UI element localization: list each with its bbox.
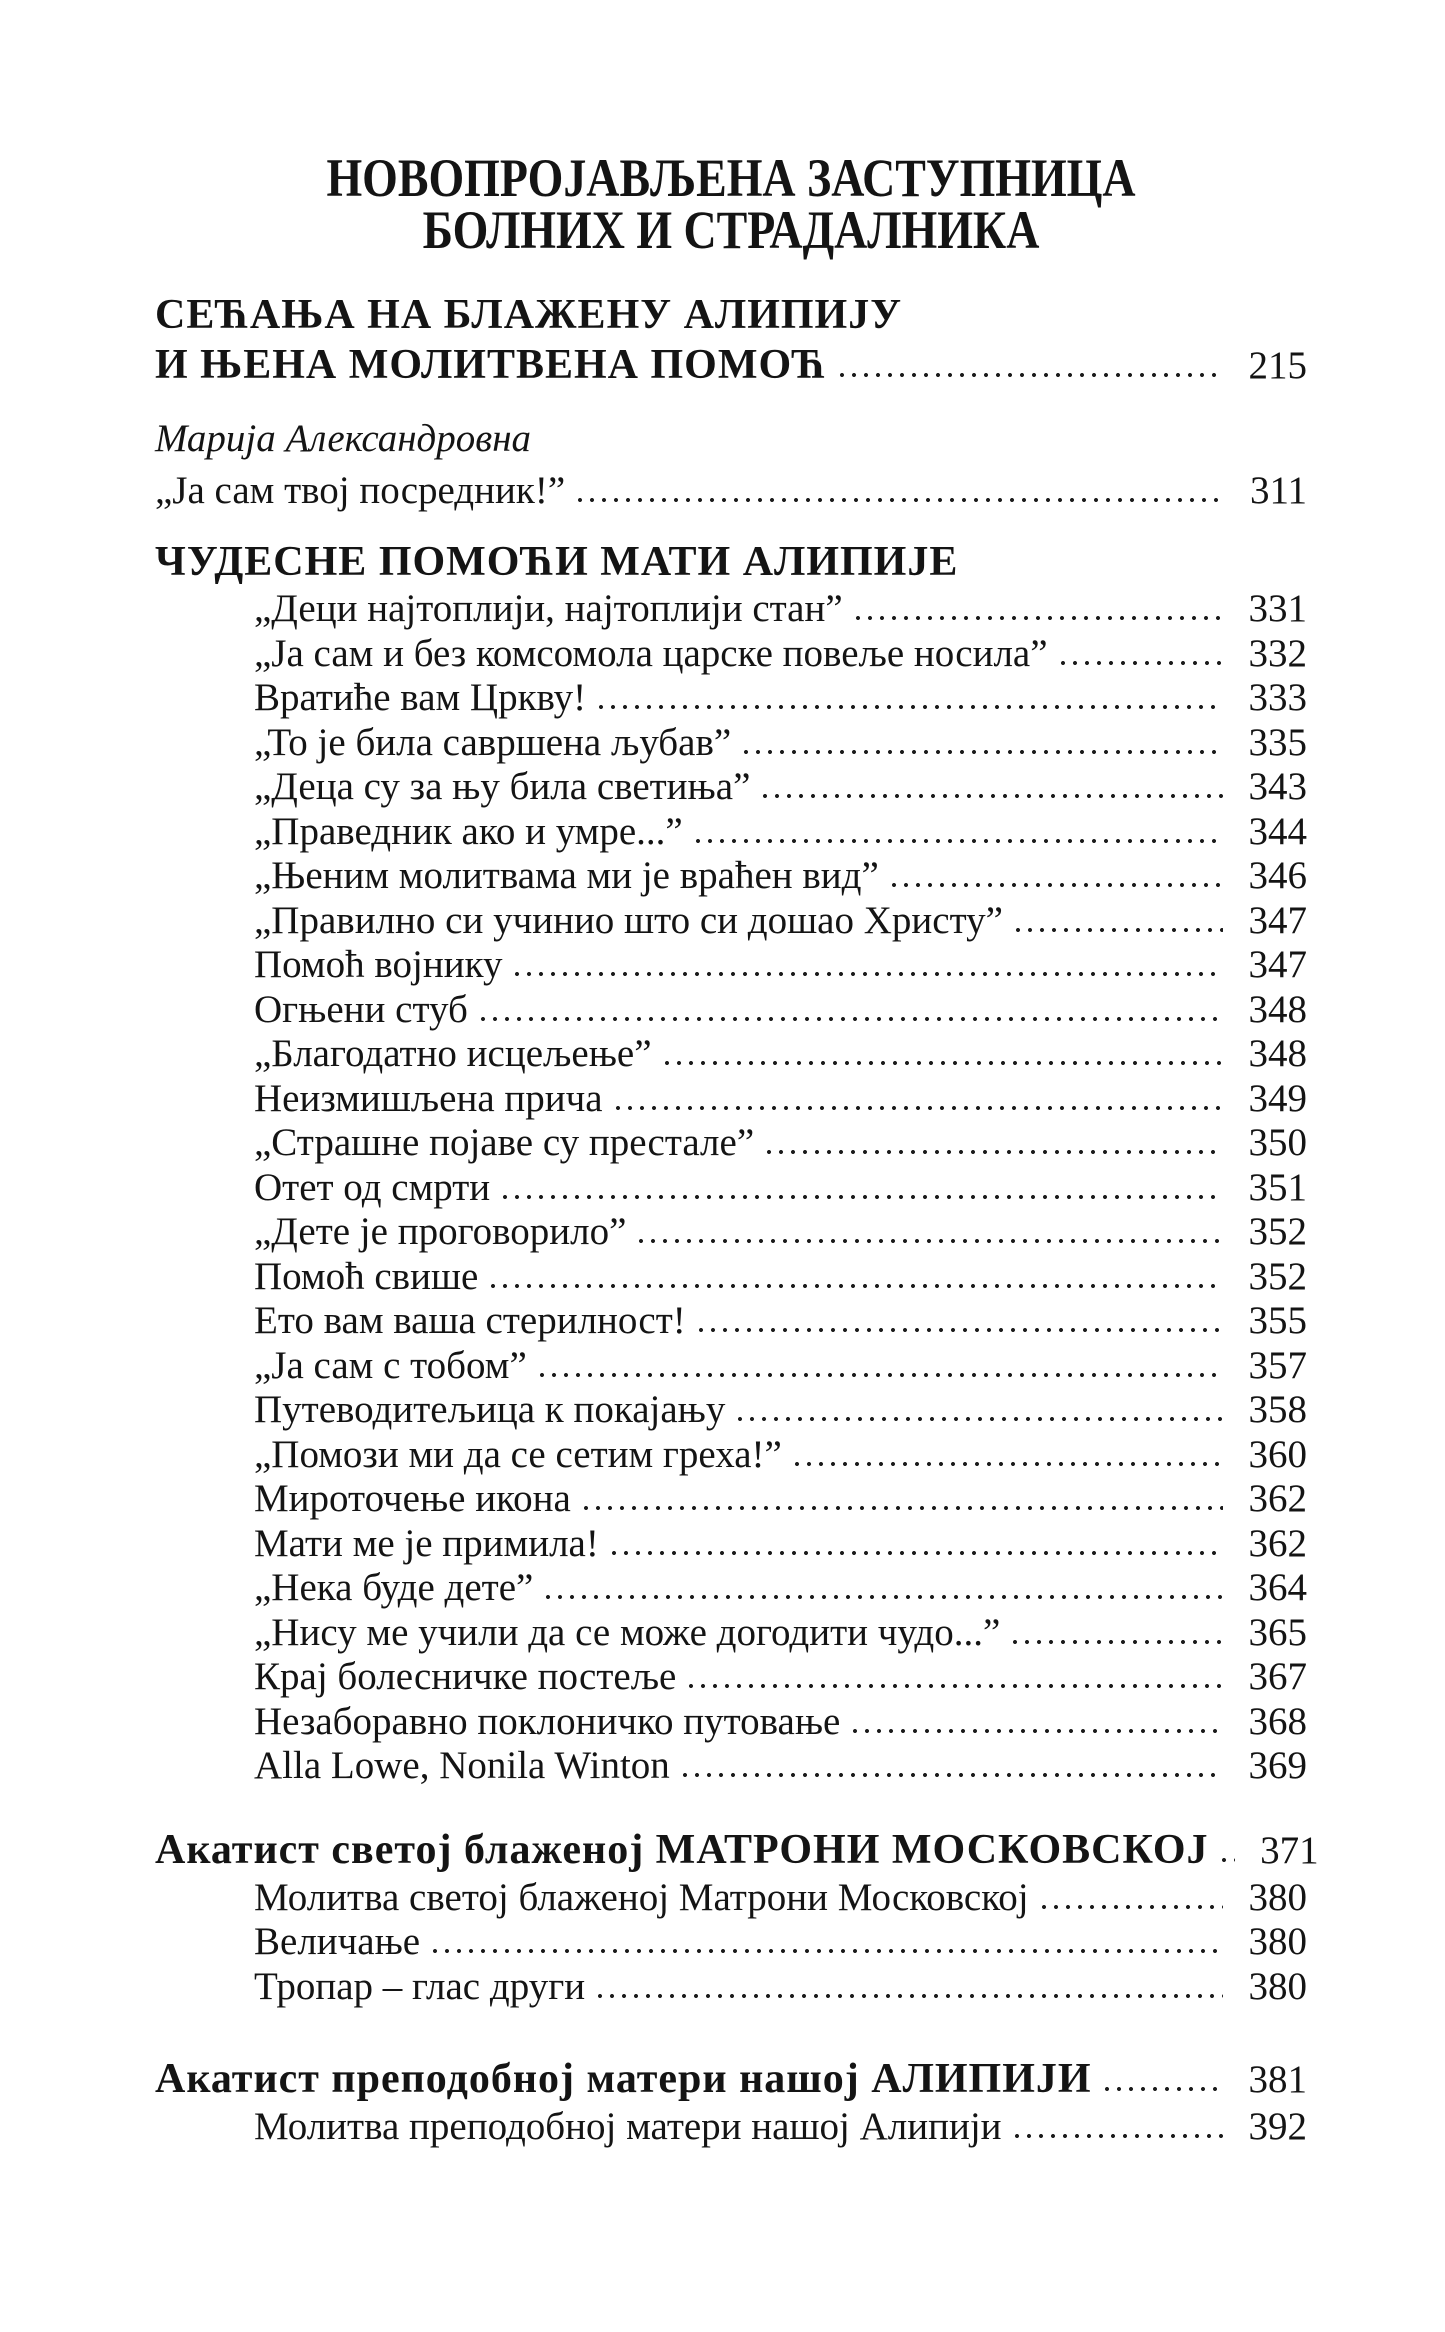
toc-entry-title: Вратиће вам Цркву! [254, 676, 587, 719]
toc-entry-title: „Благодатно исцељење” [254, 1032, 652, 1075]
toc-entry-title: Огњени стуб [254, 987, 468, 1031]
toc-list [155, 290, 1319, 2150]
dot-leader [737, 1416, 1223, 1422]
toc-row [155, 1255, 1307, 1300]
dot-leader [664, 1060, 1223, 1066]
toc-row [155, 1522, 1307, 1567]
toc-page-number: 352 [1248, 1254, 1307, 1298]
toc-page-number: 360 [1248, 1432, 1307, 1476]
toc-row [155, 1920, 1307, 1965]
toc-row [155, 340, 1307, 391]
toc-page-number: 332 [1248, 631, 1307, 675]
toc-row [155, 413, 1307, 465]
dot-leader [615, 1105, 1223, 1111]
toc-page-number: 331 [1248, 587, 1307, 630]
toc-page-number: 333 [1248, 676, 1307, 719]
toc-entry-title: СЕЋАЊА НА БЛАЖЕНУ АЛИПИЈУ [155, 292, 903, 338]
toc-page-number: 215 [1248, 344, 1307, 387]
toc-row [155, 1876, 1307, 1921]
dot-leader [490, 1283, 1223, 1289]
toc-row [155, 537, 1307, 587]
dot-leader [1012, 1639, 1223, 1645]
toc-entry-title: Отет од смрти [254, 1165, 491, 1209]
toc-row [155, 1388, 1307, 1433]
toc-row [155, 1077, 1307, 1122]
toc-row [155, 465, 1307, 517]
toc-page-number: 362 [1248, 1477, 1307, 1520]
dot-leader [598, 704, 1223, 710]
toc-entry-title: Акатист светој блаженој МАТРОНИ МОСКОВСКОЈ [155, 1826, 1209, 1873]
dot-leader [855, 615, 1223, 621]
toc-row [155, 1032, 1307, 1077]
toc-row [155, 943, 1307, 988]
dot-leader [514, 971, 1223, 977]
dot-leader [502, 1194, 1223, 1200]
toc-row [155, 1210, 1307, 1255]
toc-page-number: 392 [1248, 2105, 1307, 2148]
toc-entry-title: Молитва преподобној матери нашој Алипији [254, 2105, 1002, 2148]
toc-page-number: 352 [1248, 1210, 1307, 1253]
toc-row [155, 988, 1307, 1033]
dot-leader [743, 749, 1223, 755]
dot-leader [891, 882, 1223, 888]
toc-entry-title: Alla Lowe, Nonila Winton [254, 1744, 670, 1787]
toc-page-number: 350 [1248, 1121, 1307, 1164]
toc-row [155, 1611, 1307, 1656]
dot-leader [1015, 927, 1223, 933]
toc-page-number: 357 [1248, 1343, 1307, 1387]
toc-entry-title: И ЊЕНА МОЛИТВЕНА ПОМОЋ [155, 342, 827, 388]
toc-row [155, 721, 1307, 766]
toc-row [155, 1744, 1307, 1789]
dot-leader [545, 1594, 1223, 1600]
toc-entry-title: ЧУДЕСНЕ ПОМОЋИ МАТИ АЛИПИЈЕ [155, 539, 959, 585]
toc-entry-title: Тропар – глас други [254, 1964, 586, 2008]
toc-page-number: 365 [1248, 1610, 1307, 1654]
dot-leader [480, 1016, 1223, 1022]
toc-row [155, 854, 1307, 899]
dot-leader [539, 1372, 1223, 1378]
toc-page-number: 351 [1248, 1165, 1307, 1209]
dot-leader [638, 1238, 1223, 1244]
toc-row [155, 2054, 1307, 2105]
toc-row [155, 1121, 1307, 1166]
toc-entry-title: „Деца су за њу била светиња” [254, 765, 751, 808]
toc-entry-title: Неизмишљена прича [254, 1076, 603, 1120]
toc-page-number: 358 [1248, 1388, 1307, 1431]
toc-row [155, 290, 1307, 340]
toc-page-number: 346 [1248, 854, 1307, 897]
toc-entry-title: Марија Александровна [155, 417, 532, 460]
dot-leader [1221, 1857, 1235, 1863]
dot-leader [839, 372, 1223, 378]
toc-entry-title: „То је била савршена љубав” [254, 720, 732, 764]
toc-row [155, 1344, 1307, 1389]
toc-row [155, 1655, 1307, 1700]
toc-entry-title: Величање [254, 1920, 421, 1963]
toc-row [155, 1299, 1307, 1344]
toc-entry-title: Молитва светој блаженој Матрони Московској [254, 1875, 1029, 1919]
part-title-line2: БОЛНИХ И СТРАДАЛНИКА [422, 200, 1040, 260]
toc-page-number: 343 [1248, 765, 1307, 808]
toc-row [155, 676, 1307, 721]
toc-row [155, 810, 1307, 855]
toc-entry-title: „Помози ми да се сетим греха!” [254, 1432, 782, 1476]
toc-entry-title: „Праведник ако и умре...” [254, 809, 683, 853]
toc-entry-title: Путеводитељица к покајању [254, 1388, 726, 1431]
dot-leader [852, 1728, 1223, 1734]
toc-entry-title: Крај болесничке постеље [254, 1655, 677, 1698]
toc-entry-title: Незаборавно поклоничко путовање [254, 1699, 841, 1743]
toc-row [155, 2105, 1307, 2150]
dot-leader [698, 1327, 1223, 1333]
toc-row [155, 765, 1307, 810]
toc-page-number: 380 [1248, 1964, 1307, 2008]
part-title [155, 148, 1307, 260]
toc-entry-title: „Нека буде дете” [254, 1566, 534, 1609]
toc-page-number: 349 [1248, 1076, 1307, 1120]
toc-page-number: 348 [1248, 987, 1307, 1031]
toc-page-number: 335 [1248, 720, 1307, 764]
toc-page-number: 369 [1248, 1744, 1307, 1787]
toc-page-number: 344 [1248, 809, 1307, 853]
toc-page-number: 381 [1248, 2058, 1307, 2101]
toc-page-number: 364 [1248, 1566, 1307, 1609]
toc-entry-title: Мати ме је примила! [254, 1521, 599, 1565]
toc-entry-title: „Правилно си учинио што си дошао Христу” [254, 898, 1003, 942]
toc-entry-title: „Ја сам с тобом” [254, 1343, 527, 1387]
toc-row [155, 1700, 1307, 1745]
toc-page-number: 348 [1248, 1032, 1307, 1075]
toc-page-number: 347 [1248, 943, 1307, 986]
part-title-line1: НОВОПРОЈАВЉЕНА ЗАСТУПНИЦА [326, 148, 1136, 208]
toc-entry-title: Акатист преподобној матери нашој АЛИПИЈИ [155, 2056, 1092, 2102]
dot-leader [597, 1993, 1223, 1999]
toc-entry-title: Ето вам ваша стерилност! [254, 1299, 686, 1342]
toc-page-number: 355 [1248, 1299, 1307, 1342]
dot-leader [794, 1461, 1223, 1467]
toc-entry-title: Помоћ војнику [254, 943, 503, 986]
toc-row [155, 1566, 1307, 1611]
toc-entry-title: „Нису ме учили да се може догодити чудо...” [254, 1610, 1001, 1654]
toc-page-number: 311 [1249, 469, 1307, 512]
toc-row [155, 899, 1307, 944]
dot-leader [695, 838, 1223, 844]
dot-leader [1104, 2086, 1223, 2092]
dot-leader [577, 497, 1223, 503]
dot-leader [1014, 2133, 1223, 2139]
dot-leader [432, 1948, 1223, 1954]
toc-entry-title: „Ја сам твој посредник!” [155, 469, 566, 512]
dot-leader [762, 793, 1223, 799]
toc-page-number: 368 [1248, 1699, 1307, 1743]
toc-row [155, 1825, 1319, 1876]
toc-entry-title: „Ја сам и без комсомола царске повеље носила” [254, 631, 1048, 675]
toc-row [155, 1166, 1307, 1211]
dot-leader [1060, 660, 1223, 666]
dot-leader [688, 1683, 1223, 1689]
toc-page-number: 380 [1248, 1875, 1307, 1919]
toc-entry-title: „Њеним молитвама ми је враћен вид” [254, 854, 879, 897]
toc-entry-title: „Страшне појаве су престале” [254, 1121, 755, 1164]
toc-row [155, 1477, 1307, 1522]
toc-page-number: 347 [1248, 898, 1307, 942]
dot-leader [682, 1772, 1223, 1778]
toc-entry-title: Помоћ свише [254, 1254, 479, 1298]
toc-entry-title: Мироточење икона [254, 1477, 571, 1520]
dot-leader [583, 1505, 1223, 1511]
toc-row [155, 1433, 1307, 1478]
dot-leader [611, 1550, 1223, 1556]
toc-row [155, 1965, 1307, 2010]
toc-row [155, 587, 1307, 632]
toc-page-number: 380 [1248, 1920, 1307, 1963]
toc-row [155, 632, 1307, 677]
toc-page-number: 367 [1248, 1655, 1307, 1698]
toc-entry-title: „Деци најтоплији, најтоплији стан” [254, 587, 843, 630]
toc-entry-title: „Дете је проговорило” [254, 1210, 627, 1253]
dot-leader [1041, 1904, 1223, 1910]
toc-page-number: 362 [1248, 1521, 1307, 1565]
dot-leader [766, 1149, 1223, 1155]
toc-page-number: 371 [1260, 1828, 1319, 1872]
